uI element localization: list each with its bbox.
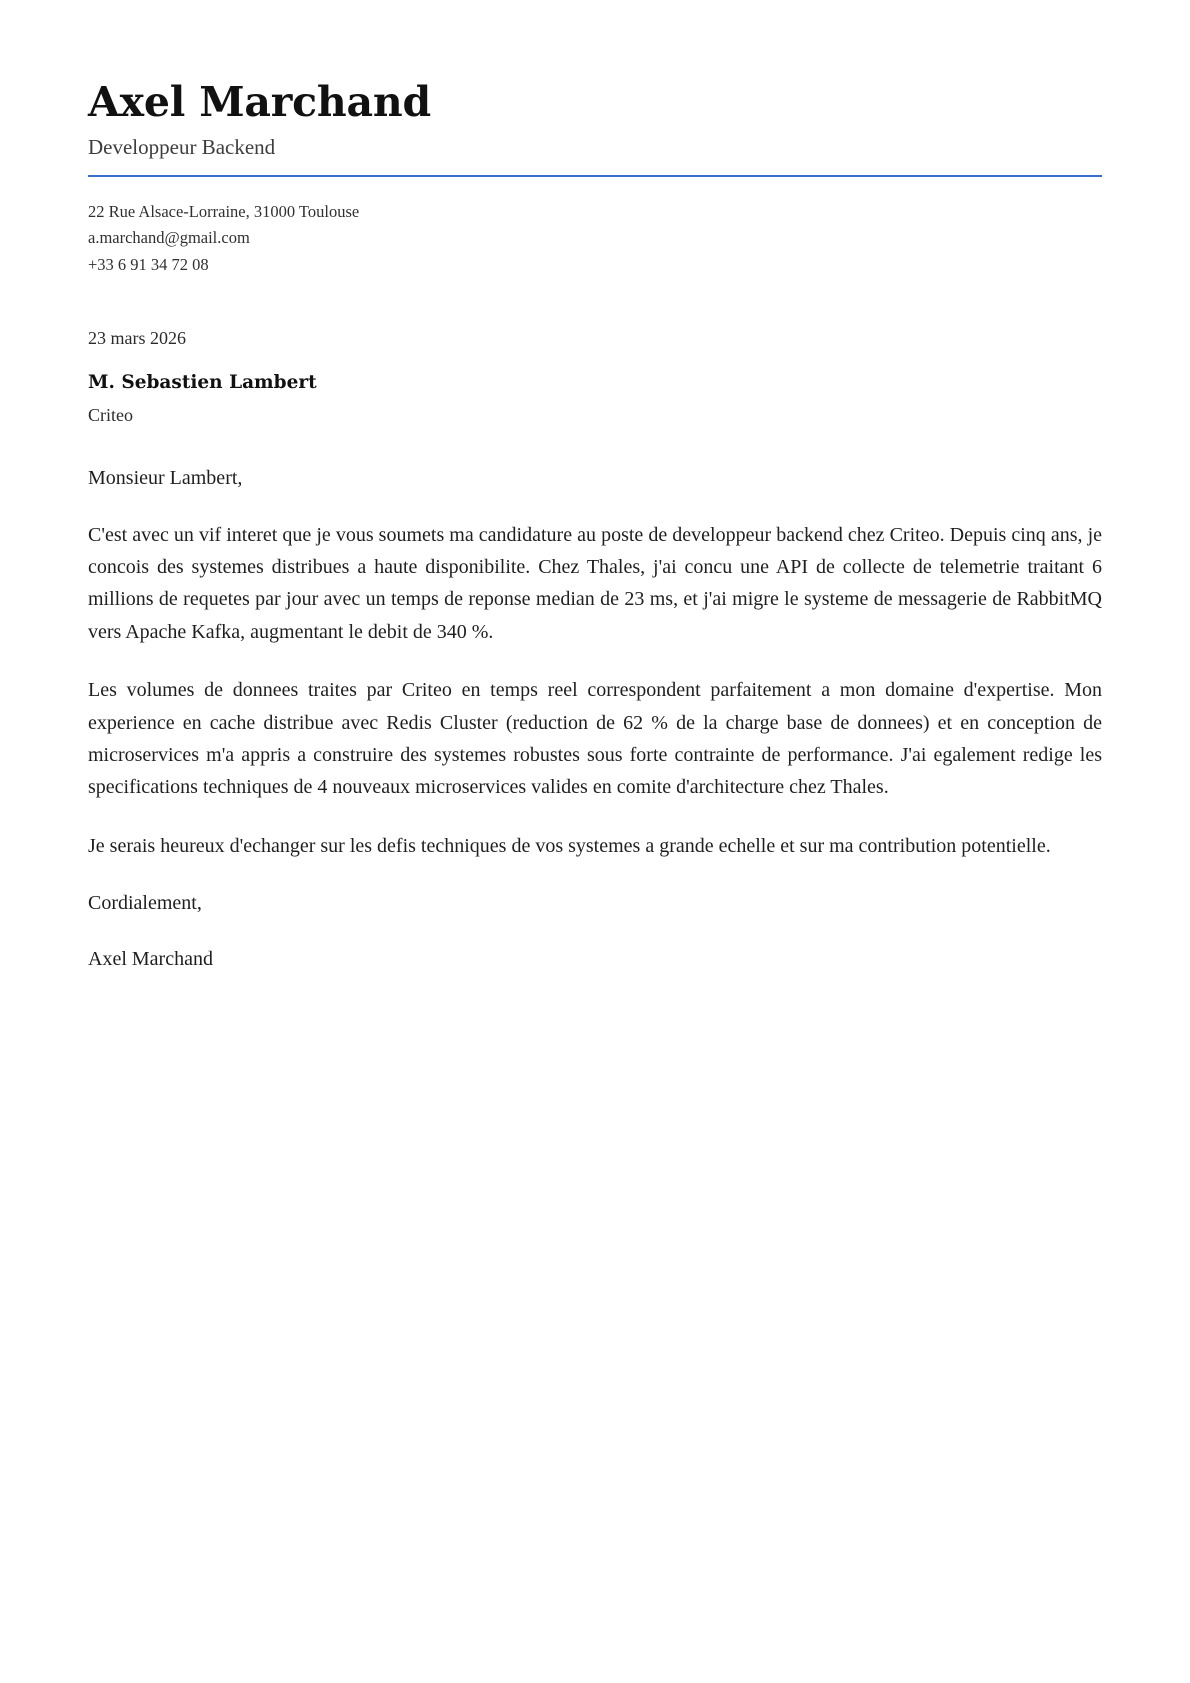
contact-phone: +33 6 91 34 72 08 [88, 254, 209, 274]
header-divider [88, 175, 1102, 177]
salutation: Monsieur Lambert, [88, 466, 243, 489]
contact-email: a.marchand@gmail.com [88, 228, 250, 248]
recipient-company: Criteo [88, 405, 133, 426]
body-paragraph: Je serais heureux d'echanger sur les defis techniques de vos systemes a grande echelle et sur ma contribution potentielle. [88, 834, 1051, 857]
applicant-name: Axel Marchand [88, 78, 431, 126]
letter-header [88, 72, 1102, 177]
letter-date: 23 mars 2026 [88, 327, 186, 348]
body-paragraph: C'est avec un vif interet que je vous soumets ma candidature au poste de developpeur backend chez Criteo. Depuis cinq ans, je concois des systemes distribues a haute disponibilite. Chez Thales, j'ai concu une API de collecte de telemetrie traitant 6 millions de requetes par jour avec un temps de reponse median de 23 ms, et j'ai migre le systeme de messagerie de RabbitMQ vers Apache Kafka, augmentant le debit de 340 %. [88, 523, 1102, 643]
recipient-name: M. Sebastien Lambert [88, 371, 317, 393]
applicant-job-title: Developpeur Backend [88, 135, 276, 160]
contact-address: 22 Rue Alsace-Lorraine, 31000 Toulouse [88, 201, 360, 221]
body-paragraph: Les volumes de donnees traites par Criteo en temps reel correspondent parfaitement a mon domaine d'expertise. Mon experience en cache distribue avec Redis Cluster (reduction de 62 % de la charge base de donnees) et en conception de microservices m'a appris a construire des systemes robustes sous forte contrainte de performance. J'ai egalement redige les specifications techniques de 4 nouveaux microservices valides en comite d'architecture chez Thales. [88, 679, 1102, 799]
signature-name: Axel Marchand [88, 948, 213, 971]
closing-line: Cordialement, [88, 892, 202, 915]
contact-block [88, 199, 1102, 279]
letter-body [88, 463, 1102, 975]
letter-meta-block [88, 325, 1102, 429]
